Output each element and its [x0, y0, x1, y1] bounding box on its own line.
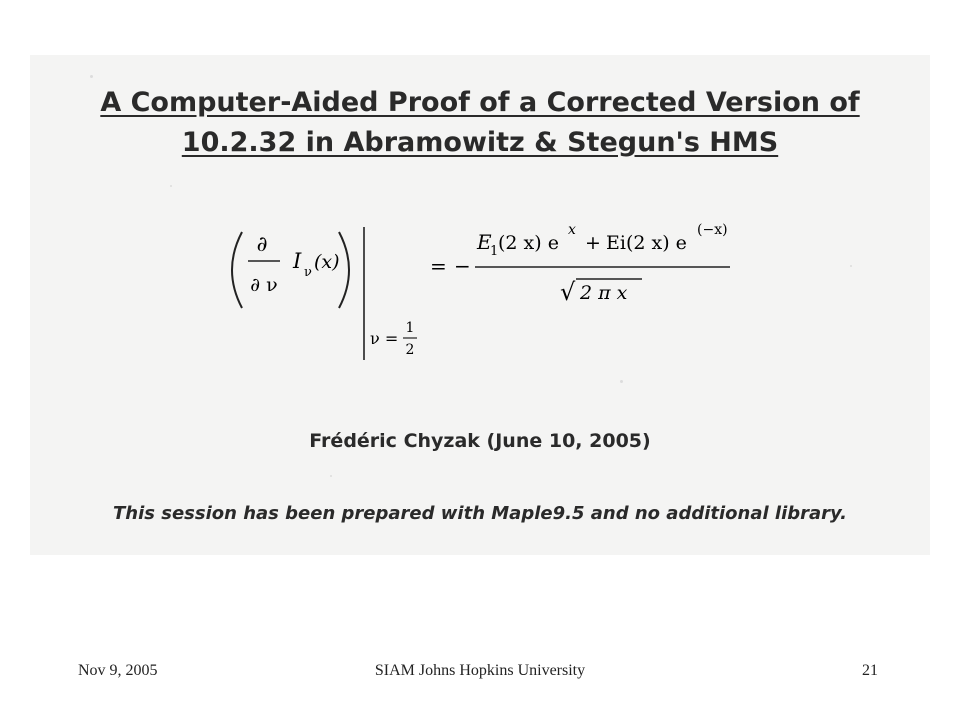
scanned-slide-image — [30, 55, 930, 555]
evaluation-variable: ν = — [370, 329, 399, 348]
footer-date: Nov 9, 2005 — [78, 662, 158, 679]
sqrt-sign: √ — [560, 278, 576, 306]
footer-venue: SIAM Johns Hopkins University — [374, 662, 586, 679]
evaluation-numerator: 1 — [405, 320, 415, 336]
numerator-e1: E — [477, 230, 492, 254]
numerator-e1-subscript: 1 — [490, 244, 499, 259]
evaluation-denominator: 2 — [405, 342, 415, 358]
partial-numerator: ∂ — [256, 232, 268, 256]
equals-sign: = — [430, 254, 447, 278]
left-paren — [232, 232, 242, 308]
plus-sign: + — [585, 232, 601, 254]
bessel-function: I — [293, 249, 302, 273]
minus-sign: − — [454, 254, 471, 278]
sqrt-radicand: 2 π x — [580, 282, 628, 304]
formula — [30, 55, 930, 555]
partial-denominator: ∂ ν — [250, 274, 278, 296]
numerator-exp2: (−x) — [697, 222, 728, 238]
author-line: Frédéric Chyzak (June 10, 2005) — [309, 430, 651, 452]
bessel-argument: (x) — [314, 251, 340, 273]
right-paren — [339, 232, 349, 308]
slide-title-line-1: A Computer-Aided Proof of a Corrected Version of — [100, 87, 860, 118]
numerator-e1-argument: (2 x) e — [498, 232, 559, 254]
footer-page-number: 21 — [862, 662, 878, 679]
slide-title-line-2: 10.2.32 in Abramowitz & Stegun's HMS — [181, 127, 779, 158]
numerator-ei: Ei(2 x) e — [606, 232, 687, 254]
bessel-subscript: ν — [304, 265, 312, 280]
numerator-exp1: x — [568, 222, 576, 238]
session-note: This session has been prepared with Maple9.5 and no additional library. — [113, 503, 847, 524]
